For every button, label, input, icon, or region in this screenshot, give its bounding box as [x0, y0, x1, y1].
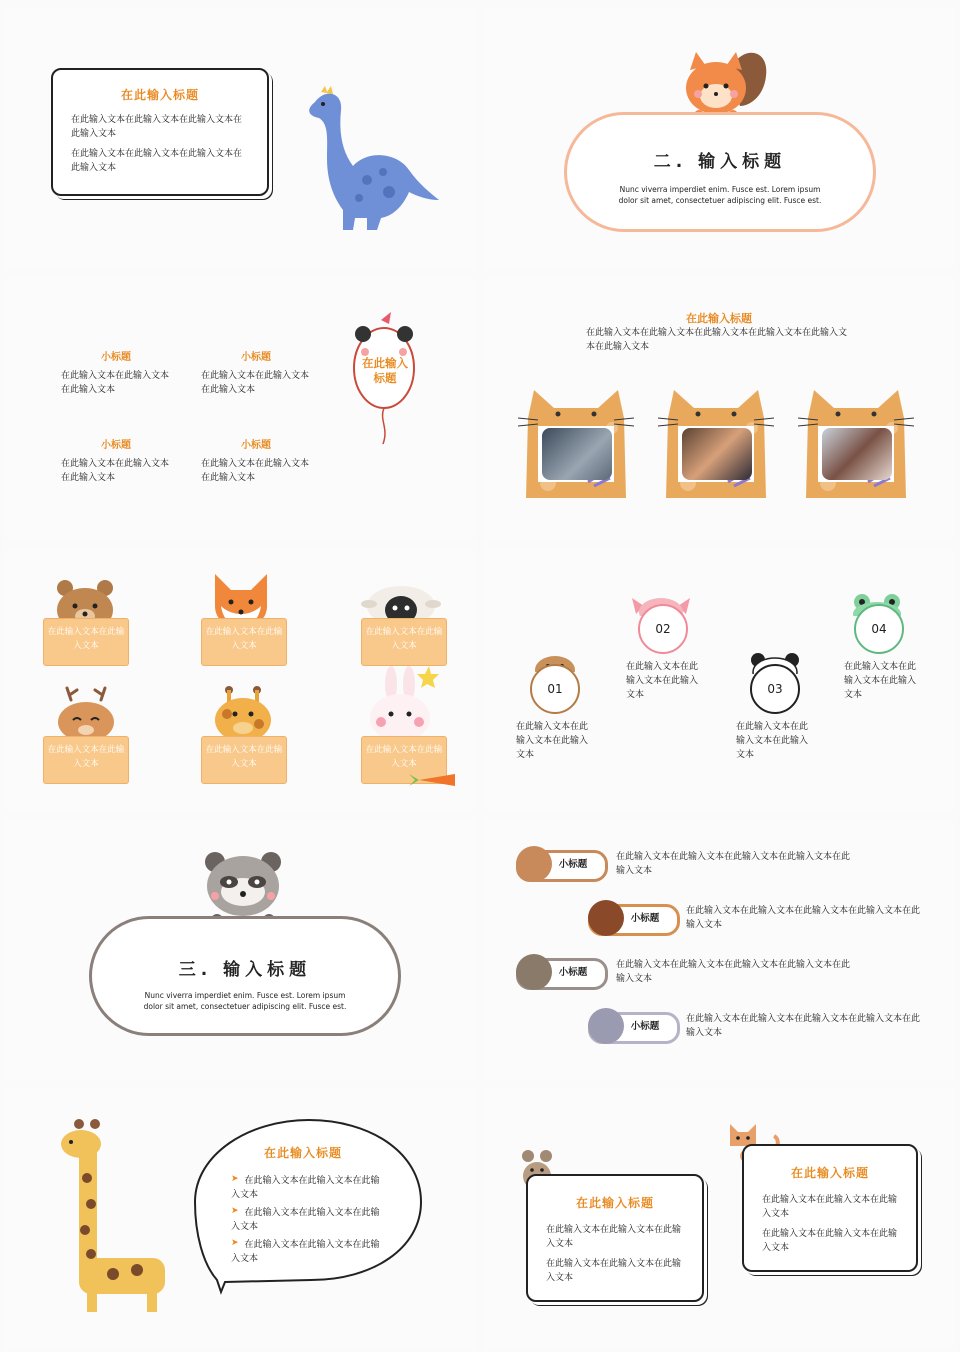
subtitle: 小标题 — [241, 352, 271, 363]
sign-text: 在此输入文本在此输入文本 — [365, 745, 443, 769]
dinosaur-icon — [297, 80, 447, 230]
row-text: 在此输入文本在此输入文本在此输入文本在此输入文本在此输入文本 — [686, 906, 921, 930]
subtitle-block — [201, 436, 311, 485]
bullet-item: ➤ 在此输入文本在此输入文本在此输入文本 — [231, 1206, 387, 1234]
cat-icon — [588, 1008, 624, 1044]
tag-label: 小标题 — [558, 967, 588, 978]
subtitle: 小标题 — [101, 352, 131, 363]
card-title: 在此输入标题 — [790, 1166, 869, 1180]
slide-5 — [5, 548, 475, 810]
subtitle-block — [61, 436, 171, 485]
section-description: Nunc viverra imperdiet enim. Fusce est. Lorem ipsum dolor sit amet, consectetuer adipiscing elit. Fusce est. — [618, 185, 822, 205]
subtitle-block — [61, 348, 171, 397]
cow-icon — [516, 846, 552, 882]
card-paragraph: 在此输入文本在此输入文本在此输入文本 — [762, 1229, 898, 1253]
card-title: 在此输入标题 — [120, 88, 199, 102]
subtitle-text: 在此输入文本在此输入文本在此输入文本 — [61, 371, 170, 395]
rabbit-icon — [365, 666, 445, 742]
sign-text: 在此输入文本在此输入文本 — [205, 745, 283, 769]
sign-text: 在此输入文本在此输入文本 — [47, 745, 125, 769]
sign-text: 在此输入文本在此输入文本 — [365, 627, 443, 651]
slide-title: 在此输入标题 — [686, 312, 752, 325]
title-pill — [564, 112, 876, 232]
card-paragraph: 在此输入文本在此输入文本在此输入文本在此输入文本 — [71, 149, 243, 173]
card-paragraph: 在此输入文本在此输入文本在此输入文本 — [546, 1259, 682, 1283]
sign-text: 在此输入文本在此输入文本 — [205, 627, 283, 651]
giraffe-icon — [61, 1118, 171, 1314]
animal-sign — [201, 736, 287, 784]
photo-girl — [822, 428, 892, 480]
step-number: 01 — [530, 664, 580, 714]
slide-text: 在此输入文本在此输入文本在此输入文本在此输入文本在此输入文本在此输入文本 — [586, 328, 848, 352]
tag-label: 小标题 — [630, 1021, 660, 1032]
owl-icon — [588, 900, 624, 936]
slide-6 — [484, 548, 954, 810]
bubble-title: 在此输入标题 — [263, 1146, 342, 1160]
step-number: 03 — [750, 664, 800, 714]
step-number: 02 — [638, 604, 688, 654]
slide-4 — [484, 278, 954, 540]
step-text: 在此输入文本在此输入文本在此输入文本 — [626, 662, 699, 700]
text-card-right — [742, 1144, 918, 1272]
slide-2 — [484, 8, 954, 270]
bullet-text: 在此输入文本在此输入文本在此输入文本 — [231, 1240, 380, 1264]
title-pill — [89, 916, 401, 1036]
step-number: 04 — [854, 604, 904, 654]
row-text: 在此输入文本在此输入文本在此输入文本在此输入文本在此输入文本 — [616, 852, 851, 876]
bullet-item: ➤ 在此输入文本在此输入文本在此输入文本 — [231, 1238, 387, 1266]
subtitle: 小标题 — [241, 440, 271, 451]
slide-8 — [484, 818, 954, 1080]
card-paragraph: 在此输入文本在此输入文本在此输入文本在此输入文本 — [71, 115, 243, 139]
section-title: 三. 输入标题 — [178, 960, 312, 980]
step-text: 在此输入文本在此输入文本在此输入文本 — [736, 722, 809, 760]
step-text: 在此输入文本在此输入文本在此输入文本 — [844, 662, 917, 700]
photo-boy — [542, 428, 612, 480]
step-text: 在此输入文本在此输入文本在此输入文本 — [516, 722, 589, 760]
balloon-label: 在此输入标题 — [362, 356, 408, 385]
giraffe-head-icon — [211, 684, 275, 742]
subtitle: 小标题 — [101, 440, 131, 451]
subtitle-text: 在此输入文本在此输入文本在此输入文本 — [201, 459, 310, 483]
animal-sign — [361, 618, 447, 666]
text-card — [51, 68, 269, 196]
photo-child — [682, 428, 752, 480]
card-paragraph: 在此输入文本在此输入文本在此输入文本 — [762, 1195, 898, 1219]
card-title: 在此输入标题 — [575, 1196, 654, 1210]
carrot-icon — [409, 770, 457, 790]
card-paragraph: 在此输入文本在此输入文本在此输入文本 — [546, 1225, 682, 1249]
sloth-icon — [516, 954, 552, 990]
bullet-item: ➤ 在此输入文本在此输入文本在此输入文本 — [231, 1174, 387, 1202]
row-text: 在此输入文本在此输入文本在此输入文本在此输入文本在此输入文本 — [616, 960, 851, 984]
animal-sign — [43, 736, 129, 784]
section-description: Nunc viverra imperdiet enim. Fusce est. Lorem ipsum dolor sit amet, consectetuer adipiscing elit. Fusce est. — [143, 991, 347, 1011]
slide-1 — [5, 8, 475, 270]
slide-3 — [5, 278, 475, 540]
deer-icon — [53, 686, 119, 742]
slide-7 — [5, 818, 475, 1080]
animal-sign — [43, 618, 129, 666]
bullet-text: 在此输入文本在此输入文本在此输入文本 — [231, 1208, 380, 1232]
slide-10 — [484, 1088, 954, 1350]
sign-text: 在此输入文本在此输入文本 — [47, 627, 125, 651]
tag-label: 小标题 — [558, 859, 588, 870]
tag-label: 小标题 — [630, 913, 660, 924]
row-text: 在此输入文本在此输入文本在此输入文本在此输入文本在此输入文本 — [686, 1014, 921, 1038]
animal-sign — [201, 618, 287, 666]
subtitle-text: 在此输入文本在此输入文本在此输入文本 — [61, 459, 170, 483]
subtitle-text: 在此输入文本在此输入文本在此输入文本 — [201, 371, 310, 395]
text-card-left — [526, 1174, 704, 1302]
slide-9 — [5, 1088, 475, 1350]
bullet-text: 在此输入文本在此输入文本在此输入文本 — [231, 1176, 380, 1200]
subtitle-block — [201, 348, 311, 397]
section-title: 二. 输入标题 — [653, 152, 787, 172]
